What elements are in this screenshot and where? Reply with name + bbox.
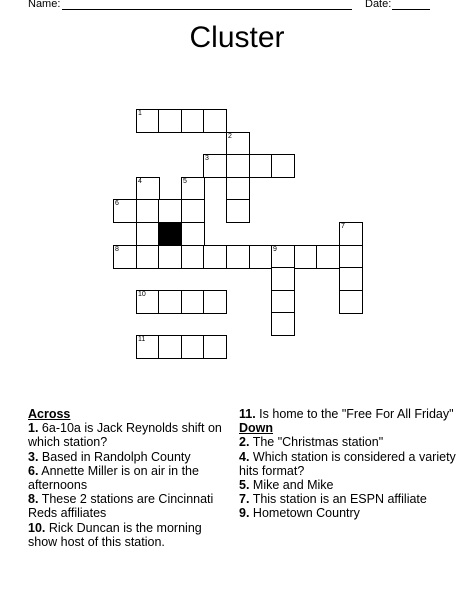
- grid-cell[interactable]: [316, 245, 340, 269]
- clue-across-6: [28, 464, 234, 492]
- grid-cell[interactable]: [158, 109, 182, 133]
- grid-cell[interactable]: [203, 154, 227, 178]
- clue-down-2: [239, 435, 461, 449]
- grid-cell[interactable]: [158, 290, 182, 314]
- clue-down-4: [239, 450, 461, 478]
- grid-cell[interactable]: [226, 177, 250, 201]
- grid-cell[interactable]: [181, 199, 205, 223]
- grid-cell[interactable]: [271, 154, 295, 178]
- clue-number: 11.: [239, 407, 256, 421]
- clue-number-label: 8: [115, 246, 119, 253]
- grid-cell[interactable]: [136, 177, 160, 201]
- clue-text: Which station is considered a variety hits format?: [239, 449, 456, 478]
- grid-cell[interactable]: [203, 290, 227, 314]
- grid-cell[interactable]: [113, 245, 137, 269]
- down-heading: Down: [239, 421, 274, 436]
- grid-cell[interactable]: [226, 245, 250, 269]
- clue-number-label: 11: [138, 336, 146, 343]
- clue-number: 3.: [28, 449, 39, 464]
- grid-cell[interactable]: [181, 335, 205, 359]
- clue-number: 7.: [239, 492, 250, 507]
- grid-cell[interactable]: [339, 222, 363, 246]
- grid-cell[interactable]: [339, 267, 363, 291]
- grid-cell[interactable]: [136, 109, 160, 133]
- grid-cell[interactable]: [226, 154, 250, 178]
- clue-text: These 2 stations are Cincinnati Reds affiliates: [28, 492, 214, 521]
- clue-number-label: 6: [115, 200, 119, 207]
- clue-across-3: [28, 450, 234, 464]
- grid-cell[interactable]: [203, 245, 227, 269]
- grid-cell[interactable]: [113, 199, 137, 223]
- puzzle-title: Cluster: [189, 21, 285, 54]
- clue-number-label: 4: [138, 178, 142, 185]
- clue-text: Hometown Country: [252, 506, 360, 521]
- grid-cell[interactable]: [136, 199, 160, 223]
- grid-cell[interactable]: [136, 290, 160, 314]
- grid-cell[interactable]: [158, 245, 182, 269]
- clue-text: Is home to the "Free For All Friday": [259, 407, 454, 421]
- clue-number: 9.: [239, 506, 250, 521]
- grid-cell[interactable]: [271, 290, 295, 314]
- clue-number-label: 3: [205, 155, 209, 162]
- clue-down-5: [239, 478, 461, 492]
- clue-across-8: [28, 492, 234, 520]
- clue-across-10: [28, 521, 234, 549]
- grid-cell[interactable]: [181, 290, 205, 314]
- name-label: Name:: [28, 0, 61, 10]
- across-heading: Across: [28, 407, 71, 421]
- clue-number-label: 5: [183, 178, 187, 185]
- clue-number: 2.: [239, 435, 250, 450]
- clues-left-column: [28, 407, 234, 549]
- clue-text: Annette Miller is on air in the afternoons: [28, 463, 199, 493]
- grid-cell[interactable]: [136, 245, 160, 269]
- clue-down-9: [239, 506, 461, 520]
- grid-cell[interactable]: [158, 335, 182, 359]
- grid-cell[interactable]: [226, 132, 250, 156]
- grid-cell[interactable]: [226, 199, 250, 223]
- clue-number-label: 10: [138, 291, 146, 298]
- clues-right-column: [239, 407, 461, 521]
- grid-cell[interactable]: [271, 245, 295, 269]
- clue-number: 1.: [28, 421, 39, 436]
- clue-number: 6.: [28, 463, 39, 478]
- clue-text: The "Christmas station": [252, 435, 384, 450]
- clue-number: 8.: [28, 492, 39, 507]
- black-square: [158, 222, 182, 246]
- clue-number-label: 7: [341, 223, 345, 230]
- clue-text: Based in Randolph County: [41, 449, 191, 464]
- grid-cell[interactable]: [203, 109, 227, 133]
- grid-cell[interactable]: [181, 109, 205, 133]
- grid-cell[interactable]: [181, 222, 205, 246]
- grid-cell[interactable]: [249, 245, 273, 269]
- grid-cell[interactable]: [203, 335, 227, 359]
- grid-cell[interactable]: [339, 245, 363, 269]
- grid-cell[interactable]: [249, 154, 273, 178]
- clue-number: 10.: [28, 520, 46, 535]
- grid-cell[interactable]: [339, 290, 363, 314]
- date-label: Date:: [365, 0, 392, 10]
- grid-cell[interactable]: [136, 222, 160, 246]
- grid-cell[interactable]: [158, 199, 182, 223]
- grid-cell[interactable]: [181, 245, 205, 269]
- clue-number-label: 2: [228, 133, 232, 140]
- clue-down-7: [239, 492, 461, 506]
- clue-across-11: [239, 407, 461, 421]
- grid-cell[interactable]: [271, 312, 295, 336]
- clue-number-label: 9: [273, 246, 277, 253]
- clue-number-label: 1: [138, 110, 142, 117]
- clue-number: 5.: [239, 478, 250, 493]
- grid-cell[interactable]: [181, 177, 205, 201]
- clue-text: 6a-10a is Jack Reynolds shift on which station?: [28, 421, 222, 450]
- clue-across-1: [28, 421, 234, 449]
- grid-cell[interactable]: [271, 267, 295, 291]
- grid-cell[interactable]: [294, 245, 318, 269]
- grid-cell[interactable]: [136, 335, 160, 359]
- clue-number: 4.: [239, 449, 250, 464]
- clue-text: Mike and Mike: [252, 478, 334, 493]
- clue-text: This station is an ESPN affiliate: [252, 492, 427, 507]
- clue-text: Rick Duncan is the morning show host of this station.: [28, 520, 202, 549]
